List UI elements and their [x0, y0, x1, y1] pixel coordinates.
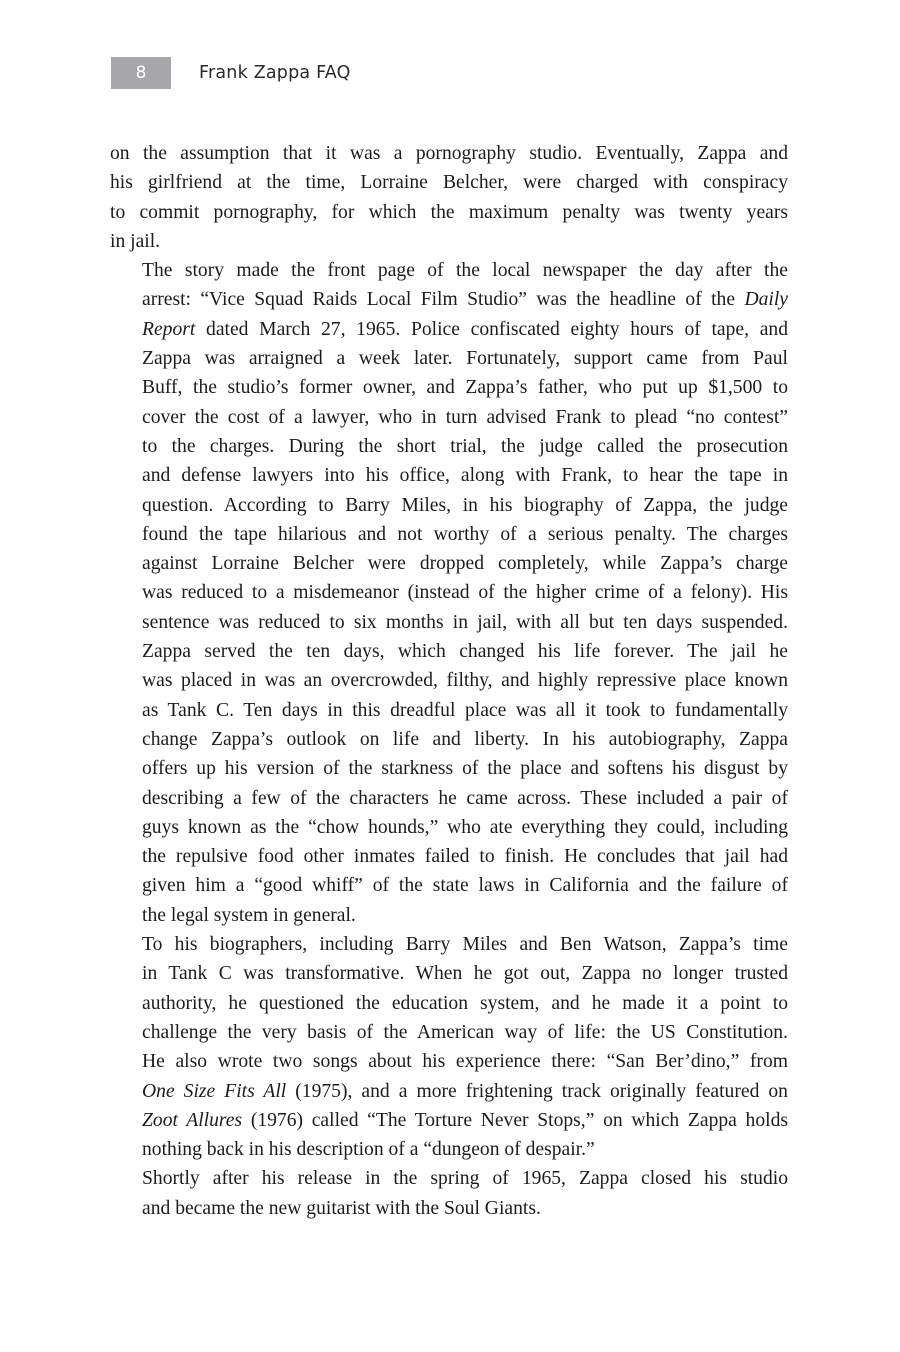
text-line: and defense lawyers into his office, along with Frank, to hear the tape in	[142, 465, 788, 487]
running-header	[111, 57, 711, 89]
text-line: was reduced to a misdemeanor (instead of the higher crime of a felony). His	[142, 582, 788, 604]
paragraph-5	[110, 1164, 788, 1223]
text-line: change Zappa’s outlook on life and liberty. In his autobiography, Zappa	[142, 728, 788, 750]
running-title: Frank Zappa FAQ	[199, 63, 351, 83]
text-line: The story made the front page of the local newspaper the day after the	[142, 260, 788, 282]
text-run: (1975), and a more frightening track originally featured on	[286, 1080, 788, 1102]
paragraph-2	[110, 256, 788, 637]
text-line: To his biographers, including Barry Miles and Ben Watson, Zappa’s time	[142, 934, 788, 956]
paragraph-3	[110, 637, 788, 930]
text-line: given him a “good whiff” of the state laws in California and the failure of	[142, 875, 788, 897]
text-run: (1976) called “The Torture Never Stops,” on which Zappa holds	[242, 1109, 788, 1131]
text-line: authority, he questioned the education system, and he made it a point to	[142, 992, 788, 1014]
italic-title: Daily	[744, 289, 788, 311]
body-text	[110, 139, 788, 1223]
text-line	[110, 1077, 788, 1106]
text-line: Shortly after his release in the spring of 1965, Zappa closed his studio	[142, 1168, 788, 1190]
text-line: cover the cost of a lawyer, who in turn advised Frank to plead “no contest”	[142, 406, 788, 428]
italic-title: Report	[142, 318, 196, 340]
text-line: describing a few of the characters he came across. These included a pair of	[142, 787, 788, 809]
text-line: the legal system in general.	[142, 904, 356, 926]
text-run: arrest: “Vice Squad Raids Local Film Studio” was the headline of the	[142, 289, 745, 311]
text-line	[110, 315, 788, 344]
text-line: on the assumption that it was a pornography studio. Eventually, Zappa and	[110, 143, 788, 164]
text-line: his girlfriend at the time, Lorraine Belcher, were charged with conspiracy	[110, 172, 788, 194]
text-line: and became the new guitarist with the Soul Giants.	[142, 1197, 541, 1219]
text-line: was placed in was an overcrowded, filthy, and highly repressive place known	[142, 670, 788, 692]
text-line: Zappa was arraigned a week later. Fortunately, support came from Paul	[142, 348, 788, 370]
text-line: in Tank C was transformative. When he got out, Zappa no longer trusted	[142, 963, 788, 985]
italic-title: One Size Fits All	[142, 1080, 287, 1102]
paragraph-1	[110, 139, 788, 256]
text-line: sentence was reduced to six months in jail, with all but ten days suspended.	[142, 611, 788, 633]
text-line	[110, 285, 788, 314]
text-line: against Lorraine Belcher were dropped completely, while Zappa’s charge	[142, 553, 788, 575]
italic-title: Zoot Allures	[142, 1109, 243, 1131]
text-line: challenge the very basis of the American way of life: the US Constitution.	[142, 1021, 788, 1043]
page-number: 8	[111, 57, 171, 89]
text-line: He also wrote two songs about his experience there: “San Ber’dino,” from	[142, 1051, 788, 1073]
text-line: Zappa served the ten days, which changed his life forever. The jail he	[142, 641, 788, 663]
text-run: dated March 27, 1965. Police confiscated eighty hours of tape, and	[195, 318, 788, 340]
text-line: found the tape hilarious and not worthy of a serious penalty. The charges	[142, 523, 788, 545]
text-line: to commit pornography, for which the maximum penalty was twenty years	[110, 201, 788, 223]
paragraph-4	[110, 930, 788, 1164]
text-line: in jail.	[110, 230, 161, 252]
text-line	[110, 1106, 788, 1135]
text-line: as Tank C. Ten days in this dreadful place was all it took to fundamentally	[142, 699, 788, 721]
text-line: Buff, the studio’s former owner, and Zappa’s father, who put up $1,500 to	[142, 377, 788, 399]
text-line: question. According to Barry Miles, in his biography of Zappa, the judge	[142, 494, 788, 516]
text-line: nothing back in his description of a “dungeon of despair.”	[142, 1139, 595, 1161]
text-line: offers up his version of the starkness of the place and softens his disgust by	[142, 758, 788, 780]
text-line: guys known as the “chow hounds,” who ate everything they could, including	[142, 816, 788, 838]
text-line: the repulsive food other inmates failed to finish. He concludes that jail had	[142, 846, 788, 868]
text-line: to the charges. During the short trial, the judge called the prosecution	[142, 435, 788, 457]
